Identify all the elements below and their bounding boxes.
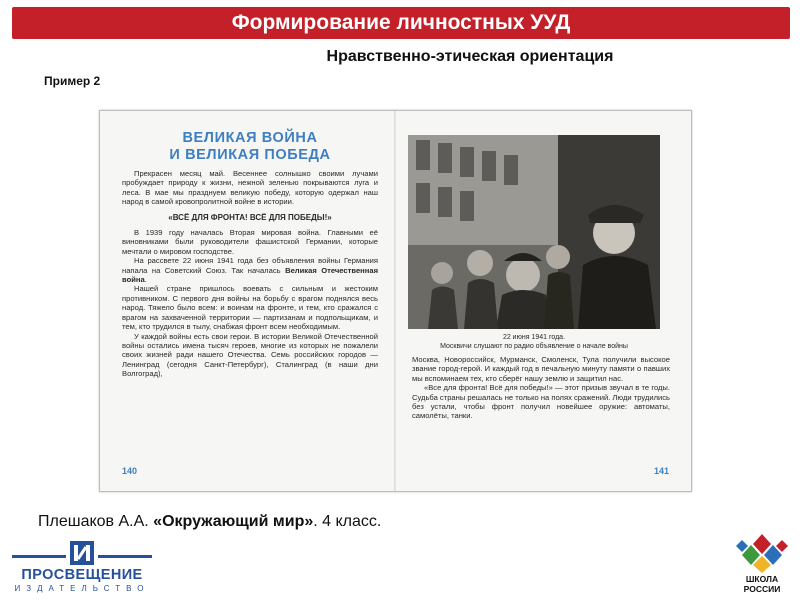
publisher-name: ПРОСВЕЩЕНИЕ [21, 567, 143, 583]
hero-cities-paragraph: Москва, Новороссийск, Мурманск, Смоленск, Тула получили высокое звание город-герой. И каждый год в печальную минуту памяти о павших мы вспоминаем тех, кто сберёг нашу землю и защитил нас. [412, 355, 670, 383]
book-title: «Окружающий мир» [153, 513, 314, 530]
page-number-left: 140 [122, 466, 138, 476]
author-line [38, 513, 381, 531]
publisher-subtitle: ИЗДАТЕЛЬСТВО [14, 584, 150, 593]
right-page-text [412, 355, 670, 421]
caption-text: Москвичи слушают по радио объявление о начале войны [440, 343, 628, 350]
slide-subtitle: Нравственно-этическая ориентация [326, 48, 614, 65]
intro-paragraph: Прекрасен месяц май. Весеннее солнышко своими лучами пробуждает природу к жизни, нежной зеленью покрываются луга и леса. В мае мы празднуем великую победу, которую одержал наш народ в самой кровопролитной войне в истории. [122, 169, 378, 207]
front-slogan-paragraph: «Все для фронта! Всё для победы!» — этот призыв звучал в те годы. Судьба страны решалась не только на полях сражений. Люди трудились без устали, чтобы фронт получил новейшее оружие: автоматы, самолёты, танки. [412, 383, 670, 421]
prosveshchenie-logo [12, 540, 152, 596]
title-bar [12, 7, 790, 39]
grade: . 4 класс. [313, 513, 382, 530]
right-page [396, 111, 691, 491]
caption-date: 22 июня 1941 года. [502, 334, 566, 341]
heading-line-2: И ВЕЛИКАЯ ПОБЕДА [169, 147, 331, 163]
left-page [100, 111, 395, 491]
paragraph-enemy: Нашей стране пришлось воевать с сильным и жестоким противником. С первого дня войны на борьбу с врагом поднялся весь народ. Тяжело было всем: и воинам на фронте, и тем, кто сражался с врагом на захваченной территории — партизанам и подпольщикам, и тем, кто трудился в тылу, снабжая фронт всем необходимым. [122, 284, 378, 332]
paragraph-june-1941 [122, 256, 378, 284]
school-emblem-icon [734, 532, 790, 574]
paragraph-1939: В 1939 году началась Вторая мировая война. Главными её виновниками были руководители фашистской Германии, которые мечтали о мировом господстве. [122, 228, 378, 256]
p2-end: . [144, 275, 147, 285]
page-heading [120, 130, 380, 164]
slogan: «ВСЁ ДЛЯ ФРОНТА! ВСЁ ДЛЯ ПОБЕДЫ!» [168, 212, 332, 222]
crowd-photo-illustration [408, 135, 660, 329]
example-label: Пример 2 [44, 74, 101, 88]
p2-bold-term: Великая Отечественная война [122, 265, 378, 285]
page-number-right: 141 [653, 466, 669, 476]
author-name: Плешаков А.А. [38, 513, 154, 530]
textbook-spread [99, 110, 692, 492]
school-line-2: РОССИИ [743, 584, 781, 594]
photo-caption [408, 333, 660, 351]
school-name [734, 574, 790, 594]
paragraph-heroes: У каждой войны есть свои герои. В истории Великой Отечественной войны остались имена тысяч героев, многие из которых не пожалели своих жизней ради нашего Отечества. Семь российских городов — Ленинград (сегодня Санкт-Петербург), Сталинград (в наши дни Волгоград), [122, 331, 378, 379]
publisher-emblem-icon [12, 540, 152, 567]
left-page-text [122, 169, 378, 379]
p2-text: На рассвете 22 июня 1941 года без объявления войны Германия напала на Советский Союз. Так началась [122, 256, 378, 275]
shkola-rossii-logo [734, 532, 790, 596]
slide-title: Формирование личностных УУД [231, 11, 571, 34]
school-line-1: ШКОЛА [745, 574, 779, 584]
heading-line-1: ВЕЛИКАЯ ВОЙНА [182, 130, 318, 146]
historical-photo [408, 135, 660, 329]
